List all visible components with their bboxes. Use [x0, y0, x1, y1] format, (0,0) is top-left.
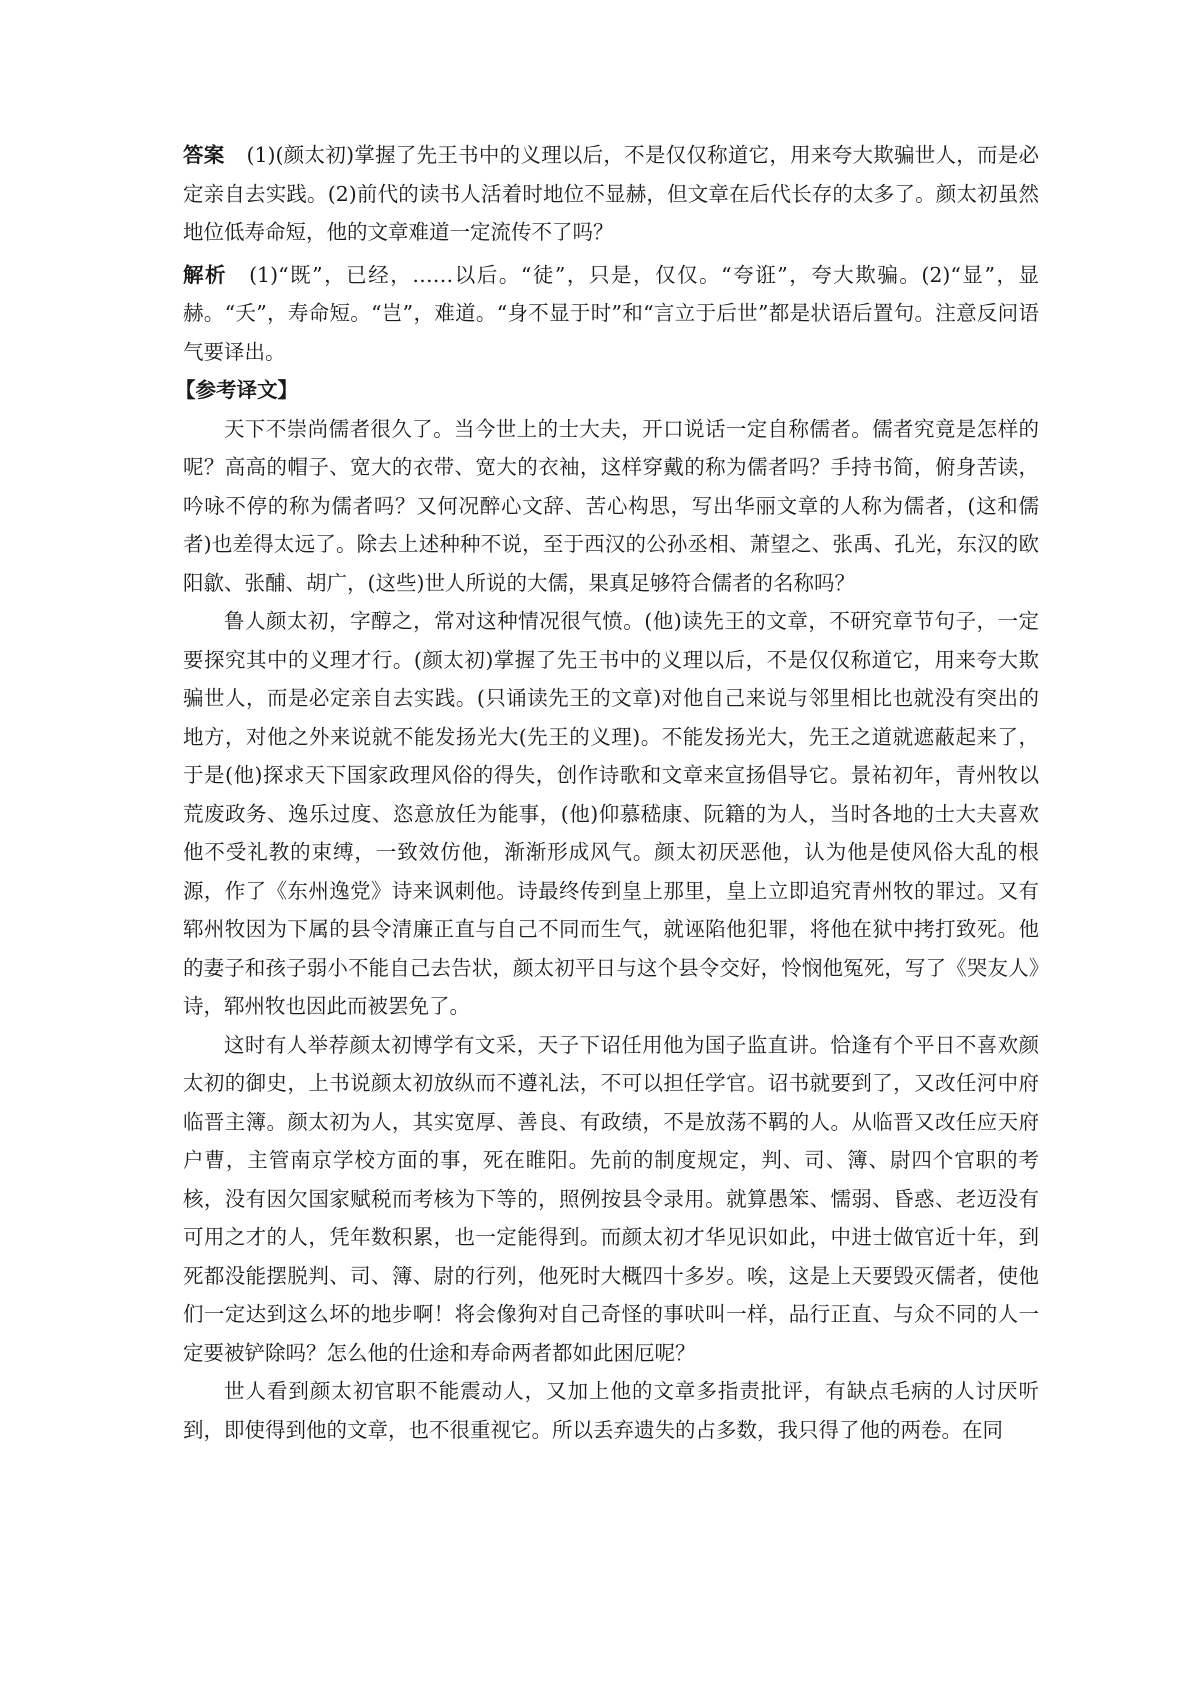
- document-page: [175, 136, 1039, 1449]
- answer-block: [183, 136, 1039, 252]
- analysis-text: (1)“既”，已经，……以后。“徒”，只是，仅仅。“夸诳”，夸大欺骗。(2)“显”，显赫。“夭”，寿命短。“岂”，难道。“身不显于时”和“言立于后世”都是状语后置句。注意反问语气要译出。: [183, 262, 1039, 364]
- translation-paragraph: 世人看到颜太初官职不能震动人，又加上他的文章多指责批评，有缺点毛病的人讨厌听到，即使得到他的文章，也不很重视它。所以丢弃遗失的占多数，我只得了他的两卷。在同: [183, 1379, 1039, 1442]
- translation-paragraph: 鲁人颜太初，字醇之，常对这种情况很气愤。(他)读先王的文章，不研究章节句子，一定要探究其中的义理才行。(颜太初)掌握了先王书中的义理以后，不是仅仅称道它，用来夸大欺骗世人，而是必定亲自去实践。(只诵读先王的文章)对他自己来说与邻里相比也就没有突出的地方，对他之外来说就不能发扬光大(先王的义理)。不能发扬光大，先王之道就遮蔽起来了，于是(他)探求天下国家政理风俗的得失，创作诗歌和文章来宣扬倡导它。景祐初年，青州牧以荒废政务、逸乐过度、恣意放任为能事，(他)仰慕嵇康、阮籍的为人，当时各地的士大夫喜欢他不受礼教的束缚，一致效仿他，渐渐形成风气。颜太初厌恶他，认为他是使风俗大乱的根源，作了《东州逸党》诗来讽刺他。诗最终传到皇上那里，皇上立即追究青州牧的罪过。又有郓州牧因为下属的县令清廉正直与自己不同而生气，就诬陷他犯罪，将他在狱中拷打致死。他的妻子和孩子弱小不能自己去告状，颜太初平日与这个县令交好，怜悯他冤死，写了《哭友人》诗，郓州牧也因此而被罢免了。: [183, 609, 1039, 1018]
- answer-text: (1)(颜太初)掌握了先王书中的义理以后，不是仅仅称道它，用来夸大欺骗世人，而是必定亲自去实践。(2)前代的读书人活着时地位不显赫，但文章在后代长存的太多了。颜太初虽然地位低寿命短，他的文章难道一定流传不了吗？: [183, 143, 1039, 244]
- translation-body: [183, 410, 1039, 1450]
- analysis-block: [183, 256, 1039, 372]
- analysis-label: 解析: [183, 262, 228, 287]
- translation-paragraph: 天下不崇尚儒者很久了。当今世上的士大夫，开口说话一定自称儒者。儒者究竟是怎样的呢？高高的帽子、宽大的衣带、宽大的衣袖，这样穿戴的称为儒者吗？手持书简，俯身苦读，吟咏不停的称为儒者吗？又何况醉心文辞、苦心构思，写出华丽文章的人称为儒者，(这和儒者)也差得太远了。除去上述种种不说，至于西汉的公孙丞相、萧望之、张禹、孔光，东汉的欧阳歙、张酺、胡广，(这些)世人所说的大儒，果真足够符合儒者的名称吗？: [183, 416, 1039, 595]
- answer-label: 答案: [183, 143, 225, 167]
- translation-heading: 【参考译文】: [175, 378, 298, 402]
- translation-paragraph: 这时有人举荐颜太初博学有文采，天子下诏任用他为国子监直讲。恰逢有个平日不喜欢颜太初的御史，上书说颜太初放纵而不遵礼法，不可以担任学官。诏书就要到了，又改任河中府临晋主簿。颜太初为人，其实宽厚、善良、有政绩，不是放荡不羁的人。从临晋又改任应天府户曹，主管南京学校方面的事，死在睢阳。先前的制度规定，判、司、簿、尉四个官职的考核，没有因欠国家赋税而考核为下等的，照例按县令录用。就算愚笨、懦弱、昏惑、老迈没有可用之才的人，凭年数积累，也一定能得到。而颜太初才华见识如此，中进士做官近十年，到死都没能摆脱判、司、簿、尉的行列，他死时大概四十多岁。唉，这是上天要毁灭儒者，使他们一定达到这么坏的地步啊！将会像狗对自己奇怪的事吠叫一样，品行正直、与众不同的人一定要被铲除吗？怎么他的仕途和寿命两者都如此困厄呢？: [183, 1032, 1039, 1365]
